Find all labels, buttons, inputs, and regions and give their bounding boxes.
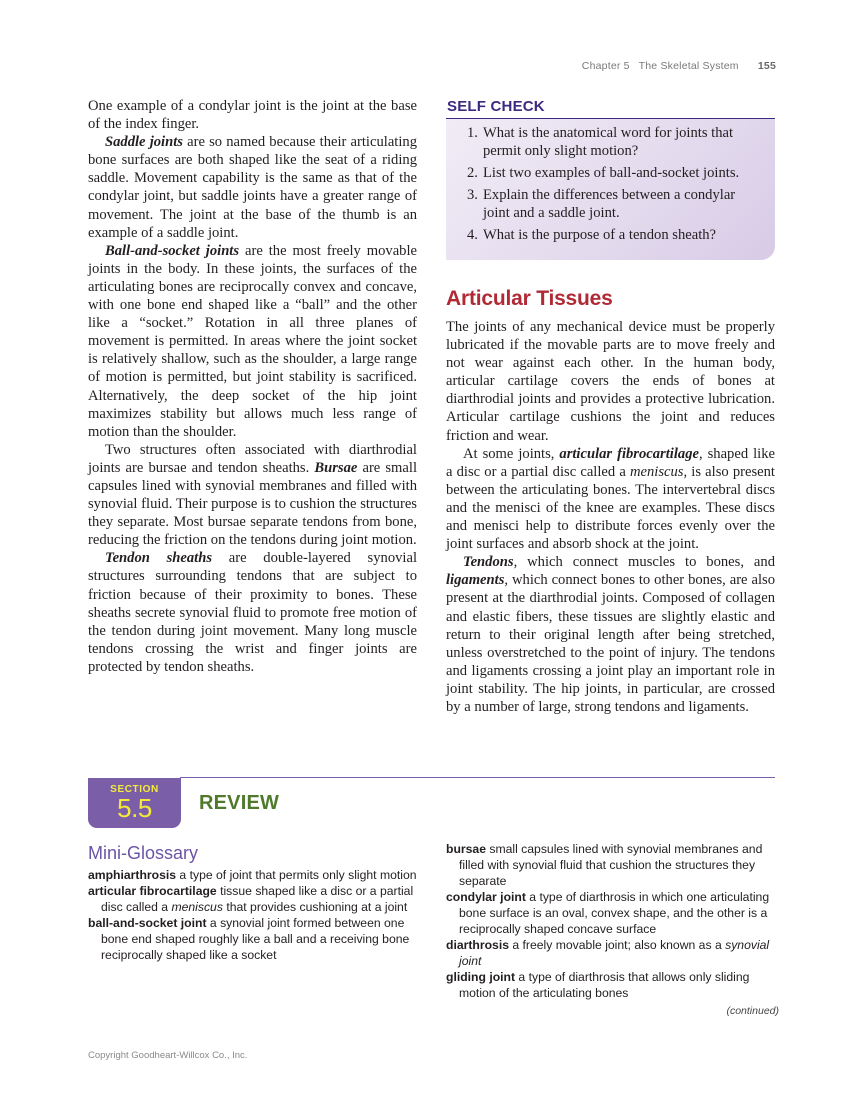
continued-note: (continued)	[726, 1005, 779, 1017]
paragraph: One example of a condylar joint is the joint at the base of the index finger.	[88, 98, 417, 133]
self-check-item	[456, 124, 765, 160]
section-number: 5.5	[117, 793, 152, 823]
glossary-entry	[446, 889, 779, 937]
paragraph-text: are the most freely movable joints in the body. In these joints, the surfaces of the articulating bones are reciprocally convex and concave, with one bone end shaped like a “ball” and the other like a “socket.” Rotation in all three planes of movement is permitted. In areas where the joint socket is relatively shallow, such as the shoulder, a large range of motion is permitted, but joint stability is sacrificed. Alternatively, the deep socket of the hip joint maximizes stability but allows much less range of motion than the shoulder.	[88, 242, 417, 440]
item-text: What is the purpose of a tendon sheath?	[483, 227, 717, 244]
paragraph	[88, 549, 417, 676]
paragraph	[88, 242, 417, 441]
self-check-box	[446, 98, 775, 260]
glossary-entry	[446, 969, 779, 1001]
term-ball-and-socket: Ball-and-socket joints	[105, 242, 240, 259]
paragraph-text: , which connect bones to other bones, are also present at the diarthrodial joints. Composed of collagen and elastic fibers, these tissues are slightly elastic and return to their original length after being stretched, unless overstretched to the point of injury. The tendons and ligaments crossing a joint play an important role in joint stability. The hip joints, in particular, are crossed by a number of large, strong tendons and ligaments.	[446, 572, 775, 715]
glossary-def: a type of diarthrosis that allows only sliding motion of the articulating bones	[459, 970, 750, 1000]
section-badge	[88, 778, 181, 828]
glossary-def: a synovial joint formed between one bone end shaped roughly like a ball and a receiving bone reciprocally shaped like a socket	[101, 916, 410, 962]
paragraph	[88, 441, 417, 550]
running-head	[582, 60, 776, 72]
glossary-entry	[446, 937, 779, 969]
term-ligaments: ligaments	[446, 572, 505, 589]
paragraph	[446, 445, 775, 554]
self-check-item	[456, 164, 765, 182]
review-divider	[180, 777, 775, 778]
glossary-term: diarthrosis	[446, 938, 509, 952]
paragraph-text: are so named because their articulating bone surfaces are both shaped like the seat of a riding saddle. Movement capability is the same as that of the condylar joint, but saddle joints have a greater range of movement. The joint at the base of the thumb is an example of a saddle joint.	[88, 134, 417, 241]
item-text: What is the anatomical word for joints that permit only slight motion?	[483, 125, 734, 160]
glossary-entry	[88, 883, 421, 915]
item-number: 2.	[467, 165, 478, 182]
left-column	[88, 97, 417, 676]
mini-glossary-title: Mini-Glossary	[88, 843, 199, 863]
glossary-def: that provides cushioning at a joint	[222, 900, 408, 914]
section-label: SECTION	[110, 784, 159, 795]
chapter-label: Chapter 5	[581, 60, 630, 72]
self-check-item	[456, 226, 765, 244]
term-saddle-joints: Saddle joints	[105, 134, 183, 151]
term-bursae: Bursae	[314, 459, 358, 476]
self-check-title: SELF CHECK	[446, 98, 775, 119]
glossary-term: condylar joint	[446, 890, 526, 904]
paragraph-text: Two structures often associated with diarthrodial joints are bursae and tendon sheaths.	[88, 441, 417, 476]
italic-meniscus: meniscus	[629, 463, 684, 480]
paragraph-text: , shaped like a disc or a partial disc called a	[446, 445, 775, 480]
term-tendon-sheaths: Tendon sheaths	[105, 550, 213, 567]
glossary-def: a type of diarthrosis in which one articulating bone surface is an oval, convex shape, and the other is a reciprocally shaped concave surface	[459, 890, 770, 936]
glossary-right	[446, 841, 779, 1019]
self-check-item	[456, 186, 765, 222]
glossary-term: articular fibrocartilage	[88, 884, 217, 898]
glossary-entry	[88, 915, 421, 963]
copyright: Copyright Goodheart-Willcox Co., Inc.	[88, 1050, 248, 1061]
glossary-def: a freely movable joint; also known as a	[509, 938, 726, 952]
glossary-term: ball-and-socket joint	[88, 916, 207, 930]
glossary-entry	[446, 841, 779, 889]
paragraph-text: are double-layered synovial structures surrounding tendons that are subject to friction because of their proximity to bones. These sheaths secrete synovial fluid to promote free motion of the tendon during joint movement. Many long muscle tendons crossing the wrist and finger joints are protected by tendon sheaths.	[88, 550, 417, 675]
chapter-title: The Skeletal System	[638, 60, 739, 72]
glossary-def: a type of joint that permits only slight motion	[176, 868, 417, 882]
item-text: List two examples of ball-and-socket joints.	[483, 165, 740, 182]
self-check-body	[446, 119, 775, 260]
glossary-term: bursae	[446, 842, 486, 856]
glossary-italic: meniscus	[171, 900, 223, 914]
glossary-term: gliding joint	[446, 970, 516, 984]
glossary-entry	[88, 867, 421, 883]
page-number: 155	[757, 60, 776, 72]
item-number: 3.	[467, 187, 478, 204]
paragraph-text: , is also present between the articulating bones. The intervertebral discs and the menisci of the knee are examples. These discs and menisci help to distribute forces evenly over the joint surfaces and absorb shock at the joint.	[446, 463, 775, 553]
glossary-italic: synovial joint	[459, 938, 770, 968]
item-number: 1.	[467, 125, 478, 141]
glossary-term: amphiarthrosis	[88, 868, 177, 882]
paragraph-text: , which connect muscles to bones, and	[513, 554, 775, 571]
self-check-list	[456, 124, 765, 245]
paragraph-text: are small capsules lined with synovial membranes and filled with synovial fluid. Their purpose is to cushion the structures they separate. Most bursae separate tendons from bone, reducing the friction on the tendons during joint motion.	[88, 459, 417, 549]
term-tendons: Tendons	[463, 554, 514, 571]
glossary-left	[88, 867, 421, 963]
paragraph: The joints of any mechanical device must be properly lubricated if the movable parts are to move freely and not wear against each other. In the human body, articular cartilage covers the ends of bones at diarthrodial joints and provides a protective lubrication. Articular cartilage cushions the joint and reduces friction and wear.	[446, 319, 775, 444]
right-column	[446, 318, 775, 716]
item-number: 4.	[467, 227, 478, 244]
review-title: REVIEW	[199, 792, 280, 814]
term-articular-fibrocartilage: articular fibrocartilage	[559, 445, 699, 462]
item-text: Explain the differences between a condylar joint and a saddle joint.	[483, 187, 736, 222]
paragraph	[88, 133, 417, 242]
paragraph	[446, 553, 775, 716]
paragraph-text: At some joints,	[463, 445, 560, 462]
glossary-def: tissue shaped like a disc or a partial disc called a	[101, 884, 414, 914]
glossary-def: small capsules lined with synovial membranes and filled with synovial fluid that cushion the structures they separate	[459, 842, 763, 888]
section-heading: Articular Tissues	[446, 287, 613, 310]
